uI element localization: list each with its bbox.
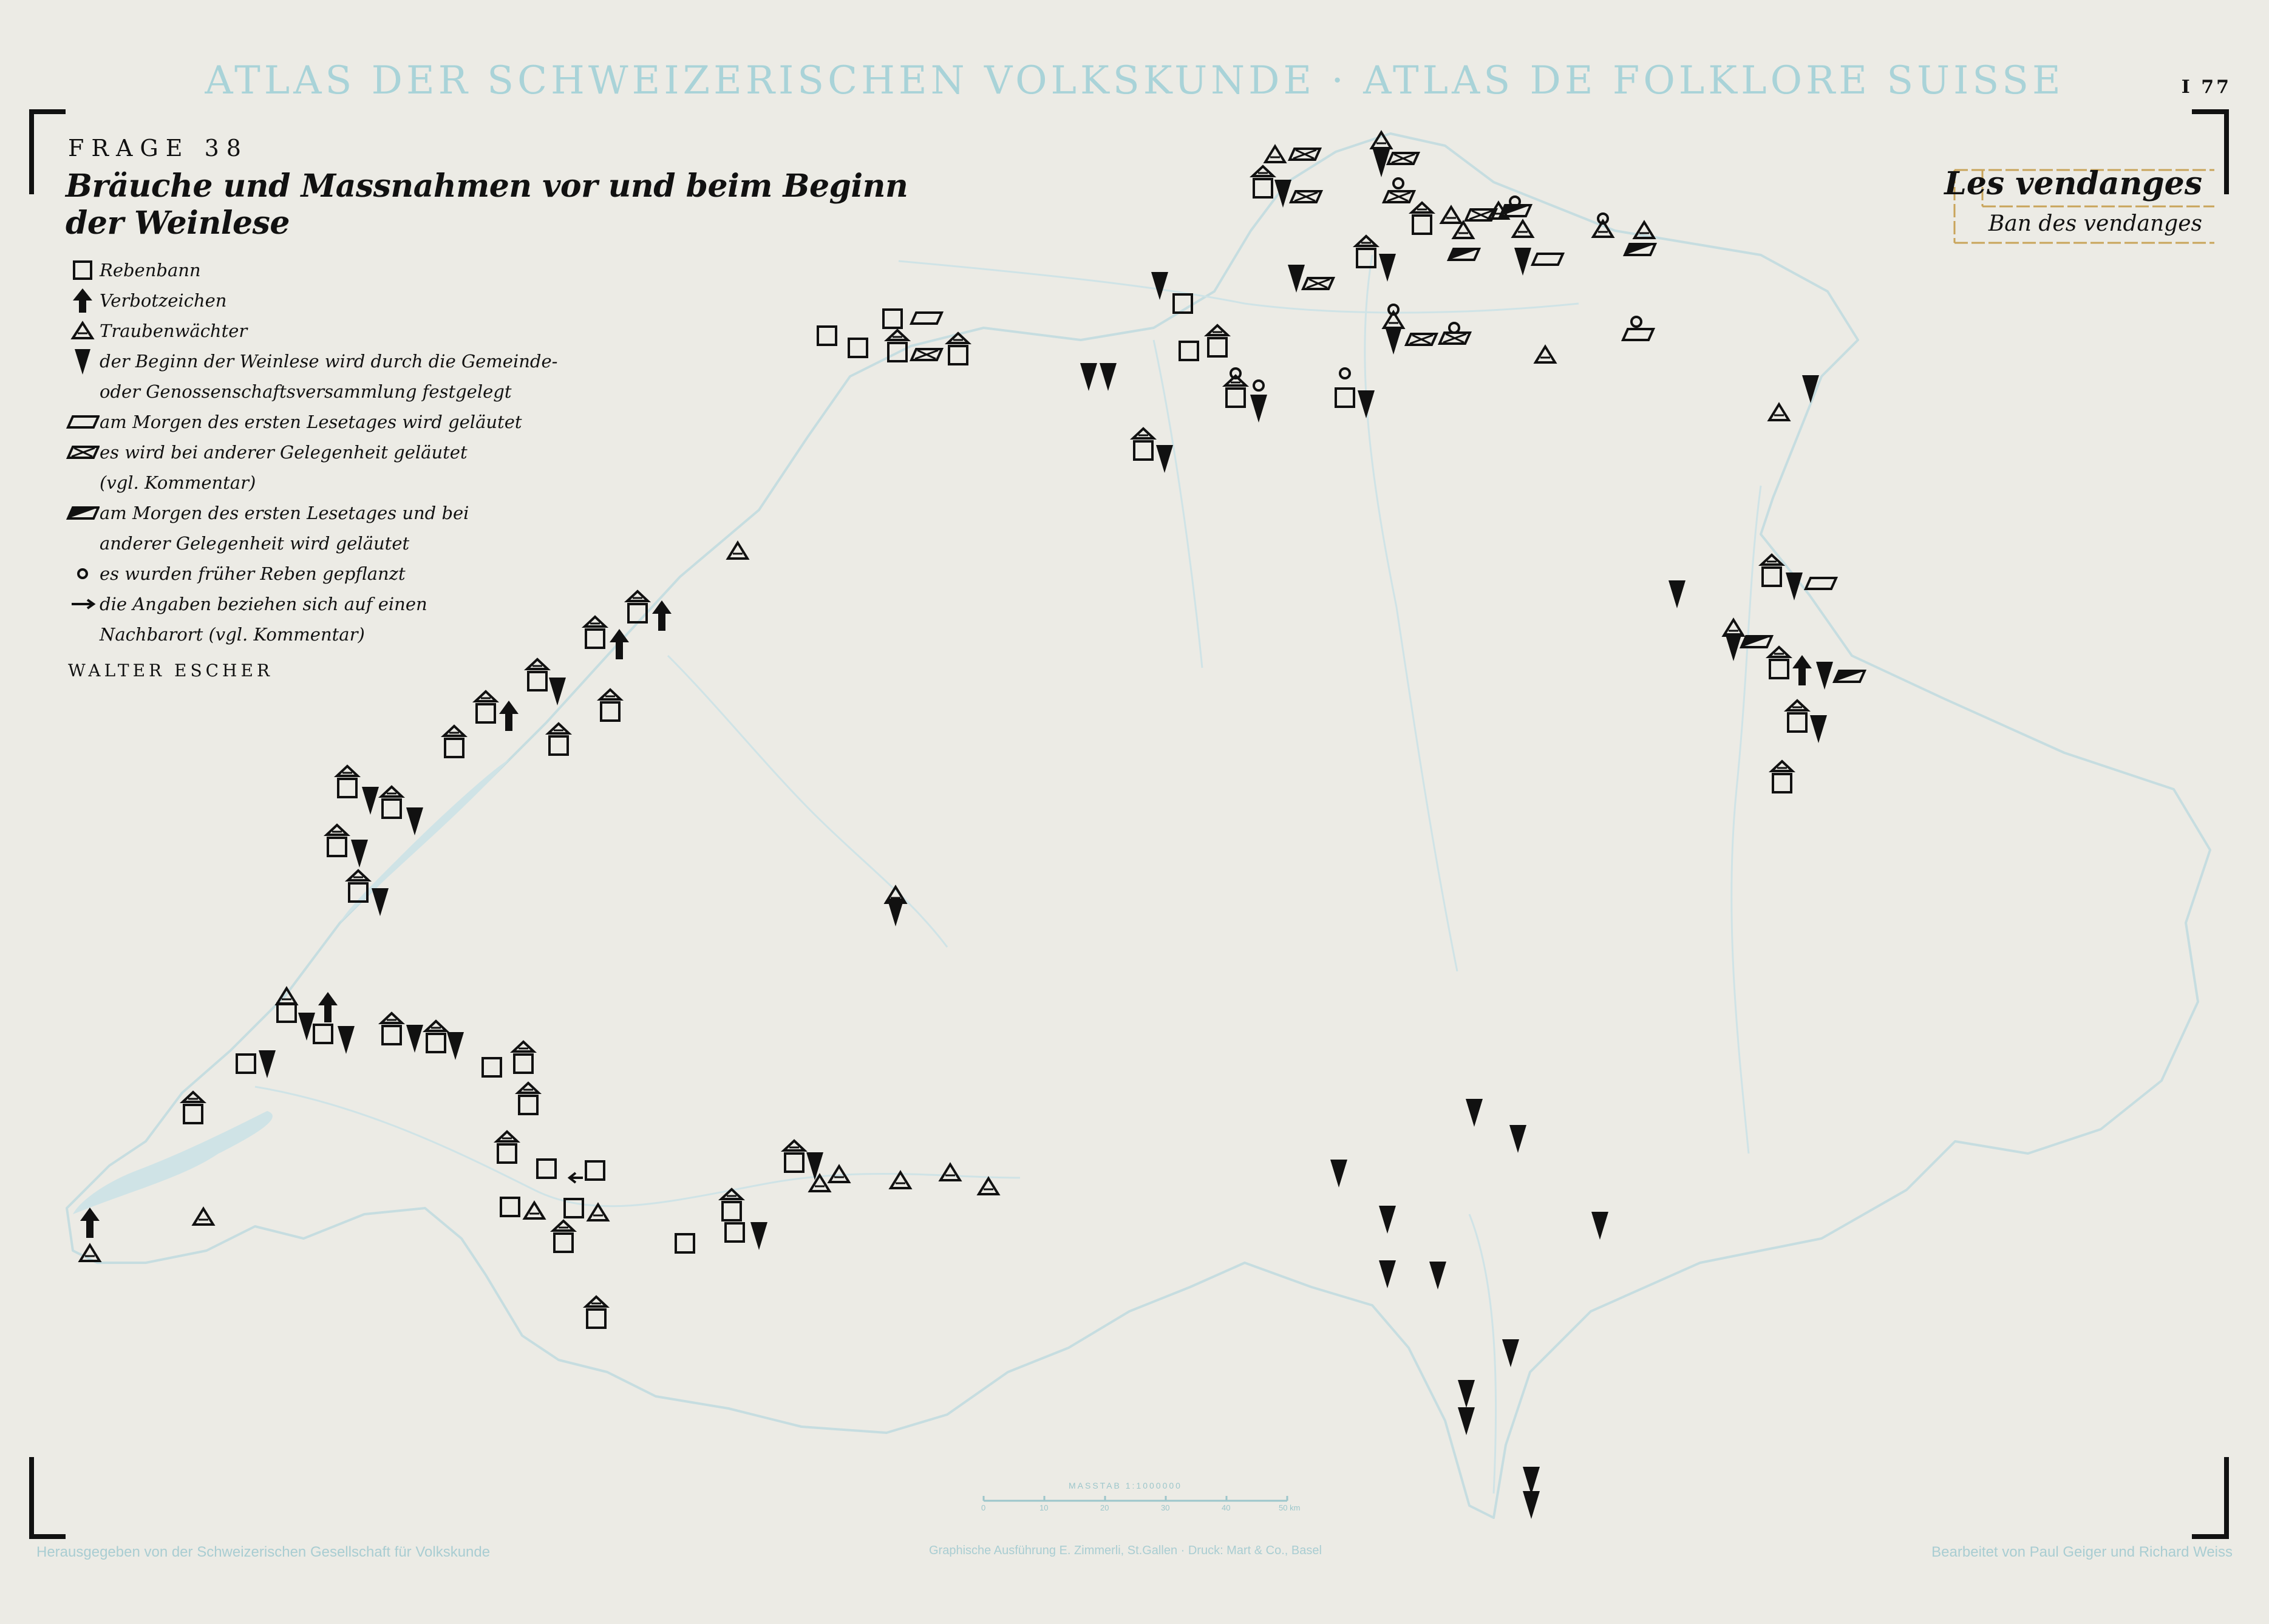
rebenbann-waechter-symbol	[1772, 761, 1792, 792]
rebenbann-waechter-symbol	[553, 1221, 574, 1252]
rebenbann-waechter-symbol	[600, 690, 621, 721]
rebenbann-symbol	[483, 1058, 501, 1076]
traubenwaechter-symbol	[194, 1209, 213, 1225]
nachbarort-arrow	[570, 1173, 583, 1183]
gemeindebeschluss-symbol	[1429, 1262, 1446, 1289]
rebenbann-waechter-symbol	[548, 724, 569, 755]
legend-label: Verbotzeichen	[100, 290, 227, 311]
gemeindebeschluss-symbol	[1514, 248, 1531, 276]
rebenbann-waechter-symbol	[327, 825, 347, 856]
laeuten-crossed-symbol	[1406, 334, 1437, 345]
gemeindebeschluss-symbol	[1466, 1099, 1483, 1127]
gemeindebeschluss-symbol	[1330, 1160, 1347, 1187]
rebenbann-waechter-symbol	[1769, 647, 1789, 678]
traubenwaechter-symbol	[1769, 404, 1789, 420]
laeuten-crossed-symbol	[1291, 191, 1321, 202]
rebenbann-waechter-symbol	[1787, 701, 1808, 732]
rebenbann-waechter-symbol	[1412, 203, 1432, 234]
gemeindebeschluss-symbol	[1509, 1125, 1526, 1153]
rebenbann-waechter-symbol	[1225, 376, 1246, 407]
author: WALTER ESCHER	[68, 661, 273, 681]
rebenbann-waechter-symbol	[1253, 166, 1273, 197]
rebenbann-waechter-symbol	[513, 1042, 534, 1073]
scale-tick: 10	[1039, 1503, 1049, 1510]
gemeindebeschluss-symbol	[362, 787, 379, 815]
inverted-triangle-icon	[66, 346, 100, 376]
gemeindebeschluss-symbol	[1358, 390, 1375, 418]
gemeindebeschluss-symbol	[1816, 662, 1833, 690]
rebenbann-waechter-symbol	[784, 1141, 805, 1172]
rebenbann-symbol	[277, 1004, 296, 1022]
gemeindebeschluss-symbol	[406, 1025, 423, 1053]
legend-item-half-flag	[66, 498, 928, 559]
legend-label: Rebenbann	[100, 260, 201, 280]
laeuten-crossed-symbol	[1440, 333, 1470, 344]
corner-subtitle: Ban des vendanges	[1988, 211, 2202, 236]
crossed-flag-icon	[66, 437, 100, 467]
gemeindebeschluss-symbol	[1458, 1380, 1475, 1408]
verbotzeichen-symbol	[499, 701, 519, 731]
gemeindebeschluss-symbol	[1156, 445, 1173, 473]
laeuten-half-symbol	[1449, 249, 1479, 260]
traubenwaechter-symbol	[1454, 222, 1473, 238]
rebenbann-waechter-symbol	[586, 1297, 607, 1328]
rebenbann-symbol	[726, 1223, 744, 1242]
scale-tick: 50 km	[1279, 1503, 1301, 1510]
rebenbann-waechter-symbol	[381, 787, 402, 818]
rebenbann-symbol	[1180, 342, 1198, 360]
rebenbann-waechter-symbol	[475, 691, 496, 722]
gemeindebeschluss-symbol	[1379, 254, 1396, 282]
frueher-reben-symbol	[1340, 369, 1350, 378]
laeuten-flag-symbol	[1806, 578, 1836, 589]
rebenbann-waechter-symbol	[948, 333, 968, 364]
rebenbann-waechter-symbol	[1356, 236, 1376, 267]
sheet-number: I 77	[2181, 76, 2231, 98]
traubenwaechter-symbol	[941, 1164, 960, 1180]
laeuten-crossed-symbol	[1388, 153, 1418, 164]
gemeindebeschluss-symbol	[1151, 272, 1168, 300]
legend-item-flag	[66, 407, 928, 437]
gemeindebeschluss-symbol	[1669, 580, 1686, 608]
atlas-title: ATLAS DER SCHWEIZERISCHEN VOLKSKUNDE · ATLAS DE FOLKLORE SUISSE	[205, 58, 2064, 103]
legend-item-crossed-flag	[66, 437, 928, 498]
rebenbann-waechter-symbol	[183, 1092, 203, 1123]
rebenbann-waechter-symbol	[497, 1132, 517, 1163]
gemeindebeschluss-symbol	[338, 1026, 355, 1054]
gemeindebeschluss-symbol	[1379, 1260, 1396, 1288]
gemeindebeschluss-symbol	[1523, 1467, 1540, 1495]
footer-editors: Bearbeitet von Paul Geiger und Richard Weiss	[1931, 1544, 2233, 1560]
traubenwaechter-symbol	[1536, 347, 1555, 362]
traubenwaechter-symbol	[1441, 207, 1461, 223]
verbotzeichen-symbol	[318, 992, 338, 1022]
legend-item-verbotzeichen	[66, 285, 928, 316]
gemeindebeschluss-symbol	[351, 840, 368, 868]
legend-label: am Morgen des ersten Lesetages wird geläutet	[100, 412, 522, 432]
rebenbann-waechter-symbol	[337, 766, 358, 797]
traubenwaechter-symbol	[1265, 146, 1285, 162]
gemeindebeschluss-symbol	[1523, 1491, 1540, 1519]
laeuten-crossed-symbol	[1384, 191, 1414, 202]
triangle-icon	[66, 316, 100, 346]
legend-label: die Angaben beziehen sich auf einen Nachbarort (vgl. Kommentar)	[100, 594, 427, 645]
footer-publisher: Herausgegeben von der Schweizerischen Gesellschaft für Volkskunde	[36, 1544, 491, 1560]
gemeindebeschluss-symbol	[447, 1032, 464, 1060]
rebenbann-waechter-symbol	[1207, 325, 1228, 356]
rebenbann-symbol	[586, 1161, 604, 1180]
rebenbann-symbol	[314, 1025, 332, 1043]
gemeindebeschluss-symbol	[372, 888, 389, 916]
rebenbann-waechter-symbol	[518, 1083, 539, 1114]
legend-label: es wird bei anderer Gelegenheit geläutet (vgl. Kommentar)	[100, 442, 468, 493]
circle-icon	[66, 559, 100, 589]
gemeindebeschluss-symbol	[1725, 633, 1742, 661]
legend	[66, 135, 928, 681]
scale-tick: 0	[981, 1503, 986, 1510]
laeuten-flag-symbol	[1533, 254, 1563, 265]
gemeindebeschluss-symbol	[1080, 363, 1097, 391]
square-icon	[66, 255, 100, 285]
laeuten-crossed-symbol	[1290, 149, 1320, 160]
legend-item-gemeindebeschluss	[66, 346, 928, 407]
gemeindebeschluss-symbol	[1379, 1206, 1396, 1234]
laeuten-half-symbol	[1625, 244, 1655, 255]
gemeindebeschluss-symbol	[1786, 572, 1803, 600]
gemeindebeschluss-symbol	[1502, 1339, 1519, 1367]
gemeindebeschluss-symbol	[549, 678, 566, 705]
rebenbann-waechter-symbol	[444, 726, 464, 757]
frueher-reben-symbol	[1449, 323, 1459, 333]
legend-label: Traubenwächter	[100, 321, 248, 341]
arrow-up-icon	[66, 285, 100, 316]
scale-tick: 40	[1222, 1503, 1231, 1510]
map-title: Bräuche und Massnahmen vor und beim Beginn der Weinlese	[66, 168, 908, 242]
legend-item-rebenbann	[66, 255, 928, 285]
legend-label: es wurden früher Reben gepflanzt	[100, 563, 406, 584]
gemeindebeschluss-symbol	[750, 1222, 767, 1250]
legend-item-circle	[66, 559, 928, 589]
gemeindebeschluss-symbol	[406, 807, 423, 835]
gemeindebeschluss-symbol	[1385, 327, 1402, 355]
legend-item-arrow-right	[66, 589, 928, 650]
rebenbann-symbol	[1336, 389, 1354, 407]
rebenbann-symbol	[676, 1234, 694, 1252]
scale-bar	[971, 1480, 1324, 1510]
frueher-reben-symbol	[1254, 381, 1264, 390]
rebenbann-symbol	[237, 1055, 255, 1073]
gemeindebeschluss-symbol	[887, 899, 904, 926]
gemeindebeschluss-symbol	[1810, 715, 1827, 743]
laeuten-half-symbol	[1834, 671, 1865, 682]
legend-label: am Morgen des ersten Lesetages und bei anderer Gelegenheit wird geläutet	[100, 503, 469, 554]
laeuten-crossed-symbol	[1303, 278, 1333, 289]
traubenwaechter-symbol	[979, 1178, 998, 1194]
laeuten-half-symbol	[1741, 636, 1772, 647]
flag-icon	[66, 407, 100, 437]
gemeindebeschluss-symbol	[1458, 1407, 1475, 1435]
question-number: FRAGE 38	[68, 135, 248, 161]
scale-label: MASSTAB 1:1000000	[1069, 1481, 1182, 1490]
gemeindebeschluss-symbol	[259, 1050, 276, 1078]
gemeindebeschluss-symbol	[298, 1013, 315, 1041]
arrow-right-icon	[66, 589, 100, 619]
traubenwaechter-symbol	[1513, 221, 1533, 237]
gemeindebeschluss-symbol	[1100, 363, 1117, 391]
rebenbann-waechter-symbol	[1133, 429, 1154, 460]
frueher-reben-symbol	[1631, 317, 1641, 327]
frueher-reben-symbol	[1393, 178, 1403, 188]
verbotzeichen-symbol	[1792, 655, 1812, 685]
scale-tick: 30	[1161, 1503, 1170, 1510]
rebenbann-waechter-symbol	[426, 1021, 446, 1052]
legend-label: der Beginn der Weinlese wird durch die Gemeinde- oder Genossenschaftsversammlung festgelegt	[100, 351, 558, 402]
traubenwaechter-symbol	[525, 1203, 544, 1218]
rebenbann-waechter-symbol	[721, 1189, 742, 1220]
rebenbann-waechter-symbol	[381, 1013, 402, 1044]
gemeindebeschluss-symbol	[1274, 180, 1291, 208]
rebenbann-symbol	[537, 1160, 556, 1178]
gemeindebeschluss-symbol	[1250, 395, 1267, 423]
laeuten-flag-symbol	[1623, 329, 1653, 340]
gemeindebeschluss-symbol	[1591, 1212, 1608, 1240]
footer-printer: Graphische Ausführung E. Zimmerli, St.Gallen · Druck: Mart & Co., Basel	[929, 1544, 1322, 1557]
corner-title: Les vendanges	[1944, 165, 2202, 202]
rebenbann-waechter-symbol	[1761, 555, 1782, 586]
half-filled-flag-icon	[66, 498, 100, 528]
rebenbann-symbol	[501, 1198, 519, 1216]
scale-tick: 20	[1100, 1503, 1109, 1510]
verbotzeichen-symbol	[80, 1208, 100, 1238]
legend-item-traubenwaechter	[66, 316, 928, 346]
